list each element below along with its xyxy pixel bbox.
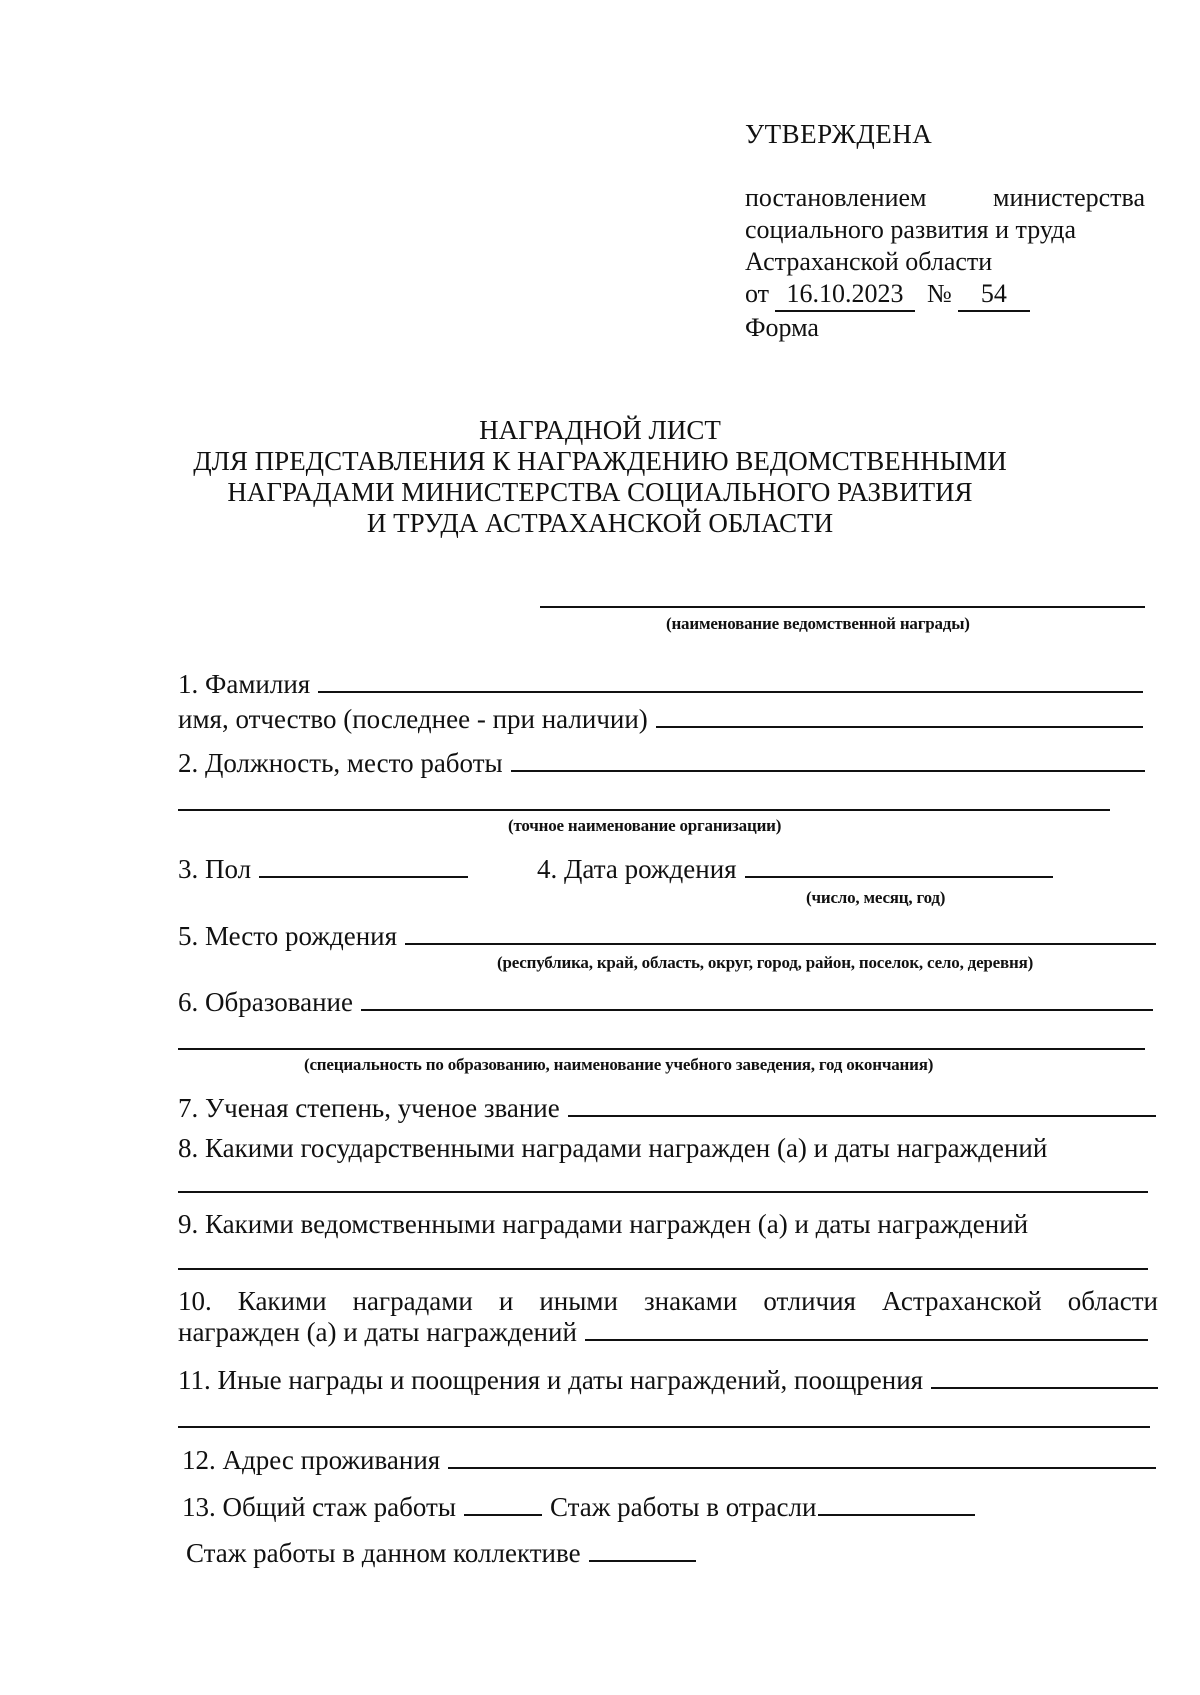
birthdate-row	[537, 853, 1053, 885]
total-experience-row	[182, 1491, 542, 1523]
other-awards-underline[interactable]	[178, 1426, 1150, 1428]
approval-heading: УТВЕРЖДЕНА	[745, 119, 933, 149]
name-label: имя, отчество (последнее - при наличии)	[178, 704, 648, 734]
other-awards-label: 11. Иные награды и поощрения и даты награждений, поощрения	[178, 1365, 924, 1395]
team-experience-row	[186, 1537, 696, 1569]
degree-label: 7. Ученая степень, ученое звание	[178, 1093, 560, 1123]
birthdate-label: 4. Дата рождения	[537, 854, 737, 884]
organization-underline[interactable]	[178, 809, 1110, 811]
approval-line-1a: постановлением	[745, 183, 927, 212]
education-field[interactable]	[361, 987, 1153, 1011]
team-experience-label: Стаж работы в данном коллективе	[186, 1538, 581, 1568]
approval-line-2: социального развития и труда	[745, 215, 1077, 244]
departmental-awards-underline[interactable]	[178, 1268, 1148, 1270]
regional-awards-field[interactable]	[585, 1317, 1148, 1341]
total-experience-field[interactable]	[464, 1492, 542, 1516]
regional-awards-row-2	[178, 1316, 1148, 1348]
sex-row	[178, 853, 468, 885]
sex-field[interactable]	[259, 854, 468, 878]
position-row	[178, 747, 1145, 779]
approval-block	[745, 118, 1145, 344]
form-label: Форма	[745, 313, 819, 342]
team-experience-field[interactable]	[589, 1538, 696, 1562]
education-hint: (специальность по образованию, наименование учебного заведения, год окончания)	[304, 1055, 934, 1074]
award-name-hint: (наименование ведомственной награды)	[666, 614, 970, 633]
education-row	[178, 986, 1153, 1018]
education-underline-2[interactable]	[178, 1048, 1145, 1050]
birthplace-hint: (республика, край, область, округ, город, район, поселок, село, деревня)	[497, 953, 1034, 972]
title-line-3: НАГРАДАМИ МИНИСТЕРСТВА СОЦИАЛЬНОГО РАЗВИТИЯ	[227, 477, 973, 507]
title-line-4: И ТРУДА АСТРАХАНСКОЙ ОБЛАСТИ	[366, 508, 834, 538]
approval-line-1b: министерства	[992, 183, 1145, 212]
industry-experience-label: Стаж работы в отрасли	[550, 1492, 817, 1522]
approval-line-1	[745, 182, 1145, 214]
approval-line-3: Астраханской области	[745, 247, 993, 276]
state-awards-label: 8. Какими государственными наградами награжден (а) и даты награждений	[178, 1133, 1048, 1163]
other-awards-field[interactable]	[931, 1365, 1158, 1389]
regional-awards-label-2: награжден (а) и даты награждений	[178, 1317, 577, 1347]
birthplace-row	[178, 920, 1156, 952]
surname-row	[178, 668, 1143, 700]
total-experience-label: 13. Общий стаж работы	[182, 1492, 456, 1522]
education-label: 6. Образование	[178, 987, 353, 1017]
position-field[interactable]	[511, 748, 1145, 772]
document-title	[0, 415, 1200, 539]
from-label: от	[745, 279, 770, 308]
approval-number: 54	[958, 278, 1030, 312]
address-label: 12. Адрес проживания	[182, 1445, 441, 1475]
surname-label: 1. Фамилия	[178, 669, 311, 699]
regional-awards-label-1: 10. Какими наградами и иными знаками отличия Астраханской области	[178, 1286, 1158, 1316]
birthdate-hint: (число, месяц, год)	[806, 888, 946, 907]
departmental-awards-label: 9. Какими ведомственными наградами награжден (а) и даты награждений	[178, 1209, 1029, 1239]
approval-date: 16.10.2023	[775, 278, 915, 312]
address-row	[182, 1444, 1156, 1476]
industry-experience-row	[550, 1491, 975, 1523]
state-awards-underline[interactable]	[178, 1191, 1148, 1193]
birthplace-label: 5. Место рождения	[178, 921, 398, 951]
title-line-2: ДЛЯ ПРЕДСТАВЛЕНИЯ К НАГРАЖДЕНИЮ ВЕДОМСТВЕННЫМИ	[193, 446, 1007, 476]
industry-experience-field[interactable]	[818, 1492, 975, 1516]
regional-awards-row-1	[178, 1285, 1158, 1317]
degree-row	[178, 1092, 1156, 1124]
title-line-1: НАГРАДНОЙ ЛИСТ	[479, 415, 721, 445]
name-field[interactable]	[656, 704, 1143, 728]
address-field[interactable]	[448, 1445, 1156, 1469]
surname-field[interactable]	[318, 669, 1143, 693]
award-name-underline[interactable]	[540, 606, 1145, 608]
degree-field[interactable]	[568, 1093, 1156, 1117]
organization-hint: (точное наименование организации)	[508, 816, 782, 835]
number-label: №	[927, 279, 952, 308]
birthdate-field[interactable]	[745, 854, 1053, 878]
other-awards-row	[178, 1364, 1158, 1396]
birthplace-field[interactable]	[405, 921, 1156, 945]
name-row	[178, 703, 1143, 735]
position-label: 2. Должность, место работы	[178, 748, 503, 778]
approval-date-line	[745, 278, 1145, 312]
sex-label: 3. Пол	[178, 854, 252, 884]
